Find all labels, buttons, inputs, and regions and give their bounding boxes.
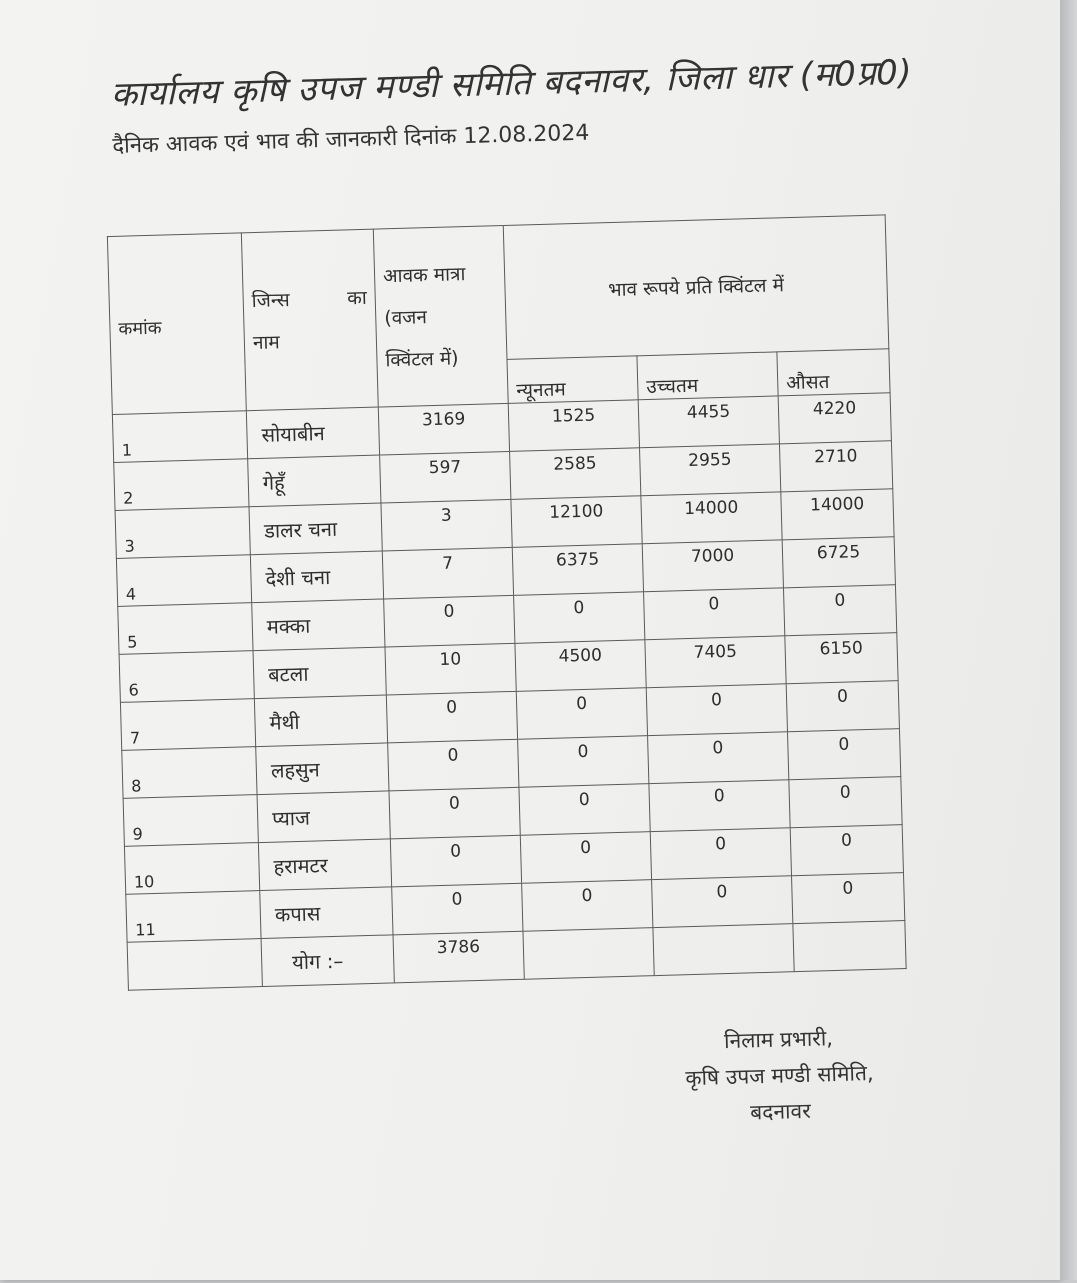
minimum-price-cell: 0 <box>519 784 650 836</box>
minimum-price-cell: 0 <box>514 592 645 644</box>
header-commodity-name <box>241 229 378 411</box>
commodity-name-cell: मक्का <box>252 599 385 651</box>
maximum-price-cell: 7405 <box>645 636 786 688</box>
minimum-price-cell: 0 <box>518 736 649 788</box>
minimum-price-cell: 0 <box>520 832 651 884</box>
total-empty-cell <box>793 921 906 972</box>
average-price-cell: 6150 <box>785 633 898 684</box>
serial-number-cell: 11 <box>126 891 261 943</box>
header-minimum: न्यूनतम <box>507 356 638 404</box>
average-price-cell: 6725 <box>782 537 895 588</box>
serial-number-cell: 8 <box>122 747 257 799</box>
header-name-word3: नाम <box>252 330 281 354</box>
maximum-price-cell: 0 <box>652 876 793 928</box>
maximum-price-cell: 0 <box>648 732 789 784</box>
total-empty-cell <box>653 924 794 976</box>
commodity-name-cell: प्याज <box>257 791 390 843</box>
commodity-name-cell: सोयाबीन <box>246 407 379 459</box>
background-edge <box>1060 0 1077 1280</box>
arrival-quantity-cell: 3 <box>381 499 512 551</box>
total-empty-cell <box>127 939 262 991</box>
serial-number-cell: 9 <box>123 795 258 847</box>
header-arrival-quantity <box>373 226 508 408</box>
minimum-price-cell: 0 <box>522 880 653 932</box>
arrival-quantity-cell: 7 <box>382 547 513 599</box>
header-average: औसत <box>777 349 890 396</box>
serial-number-cell: 10 <box>124 843 259 895</box>
average-price-cell: 0 <box>783 585 896 636</box>
arrivals-price-table <box>107 214 907 990</box>
commodity-name-cell: लहसुन <box>256 743 389 795</box>
maximum-price-cell: 0 <box>649 780 790 832</box>
maximum-price-cell: 0 <box>650 828 791 880</box>
signature-organization: कृषि उपज मण्डी समिति, <box>685 1061 874 1091</box>
maximum-price-cell: 2955 <box>640 444 781 496</box>
commodity-name-cell: डालर चना <box>249 503 382 555</box>
commodity-name-cell: कपास <box>260 887 393 939</box>
header-maximum: उच्चतम <box>637 352 778 400</box>
header-serial-number: कमांक <box>107 233 246 415</box>
arrival-quantity-cell: 3169 <box>378 403 509 455</box>
serial-number-cell: 4 <box>116 555 251 607</box>
header-qty-line3: क्विंटल में) <box>385 346 459 371</box>
maximum-price-cell: 0 <box>644 588 785 640</box>
total-quantity: 3786 <box>393 931 524 983</box>
average-price-cell: 0 <box>786 681 899 732</box>
average-price-cell: 0 <box>789 777 902 828</box>
minimum-price-cell: 6375 <box>512 544 643 596</box>
minimum-price-cell: 4500 <box>515 640 646 692</box>
commodity-name-cell: मैथी <box>254 695 387 747</box>
arrival-quantity-cell: 0 <box>389 787 520 839</box>
report-subtitle: दैनिक आवक एवं भाव की जानकारी दिनांक 12.08.2024 <box>112 120 590 159</box>
minimum-price-cell: 1525 <box>508 400 639 452</box>
minimum-price-cell: 0 <box>516 688 647 740</box>
commodity-name-cell: गेहूँ <box>248 455 381 507</box>
average-price-cell: 14000 <box>781 489 894 540</box>
arrival-quantity-cell: 0 <box>392 883 523 935</box>
commodity-name-cell: देशी चना <box>250 551 383 603</box>
signature-place: बदनावर <box>749 1098 812 1125</box>
arrival-quantity-cell: 0 <box>390 835 521 887</box>
serial-number-cell: 6 <box>119 651 254 703</box>
serial-number-cell: 7 <box>120 699 255 751</box>
arrival-quantity-cell: 597 <box>380 451 511 503</box>
serial-number-cell: 3 <box>115 507 250 559</box>
arrival-quantity-cell: 10 <box>385 643 516 695</box>
maximum-price-cell: 14000 <box>641 492 782 544</box>
header-name-word2: का <box>346 286 368 309</box>
serial-number-cell: 1 <box>112 411 247 463</box>
average-price-cell: 2710 <box>779 441 892 492</box>
arrival-quantity-cell: 0 <box>386 691 517 743</box>
average-price-cell: 0 <box>790 825 903 876</box>
serial-number-cell: 5 <box>118 603 253 655</box>
office-title: कार्यालय कृषि उपज मण्डी समिति बदनावर, जिला धार (म0प्र0) <box>110 52 913 115</box>
maximum-price-cell: 4455 <box>638 396 779 448</box>
total-empty-cell <box>523 928 654 980</box>
header-name-word1: जिन्स <box>251 288 291 312</box>
header-qty-line1: आवक मात्रा <box>382 262 466 287</box>
header-qty-line2: (वजन <box>383 305 428 329</box>
arrival-quantity-cell: 0 <box>384 595 515 647</box>
commodity-name-cell: बटला <box>253 647 386 699</box>
average-price-cell: 0 <box>787 729 900 780</box>
minimum-price-cell: 2585 <box>510 448 641 500</box>
signature-block <box>684 1019 875 1132</box>
serial-number-cell: 2 <box>114 459 249 511</box>
header-price-per-quintal: भाव रूपये प्रति क्विंटल में <box>503 215 889 360</box>
average-price-cell: 4220 <box>778 393 891 444</box>
signature-designation: निलाम प्रभारी, <box>723 1026 834 1054</box>
commodity-name-cell: हरामटर <box>258 839 391 891</box>
arrival-quantity-cell: 0 <box>388 739 519 791</box>
maximum-price-cell: 0 <box>646 684 787 736</box>
maximum-price-cell: 7000 <box>642 540 783 592</box>
minimum-price-cell: 12100 <box>511 496 642 548</box>
total-label: योग :– <box>261 935 394 987</box>
average-price-cell: 0 <box>792 873 905 924</box>
